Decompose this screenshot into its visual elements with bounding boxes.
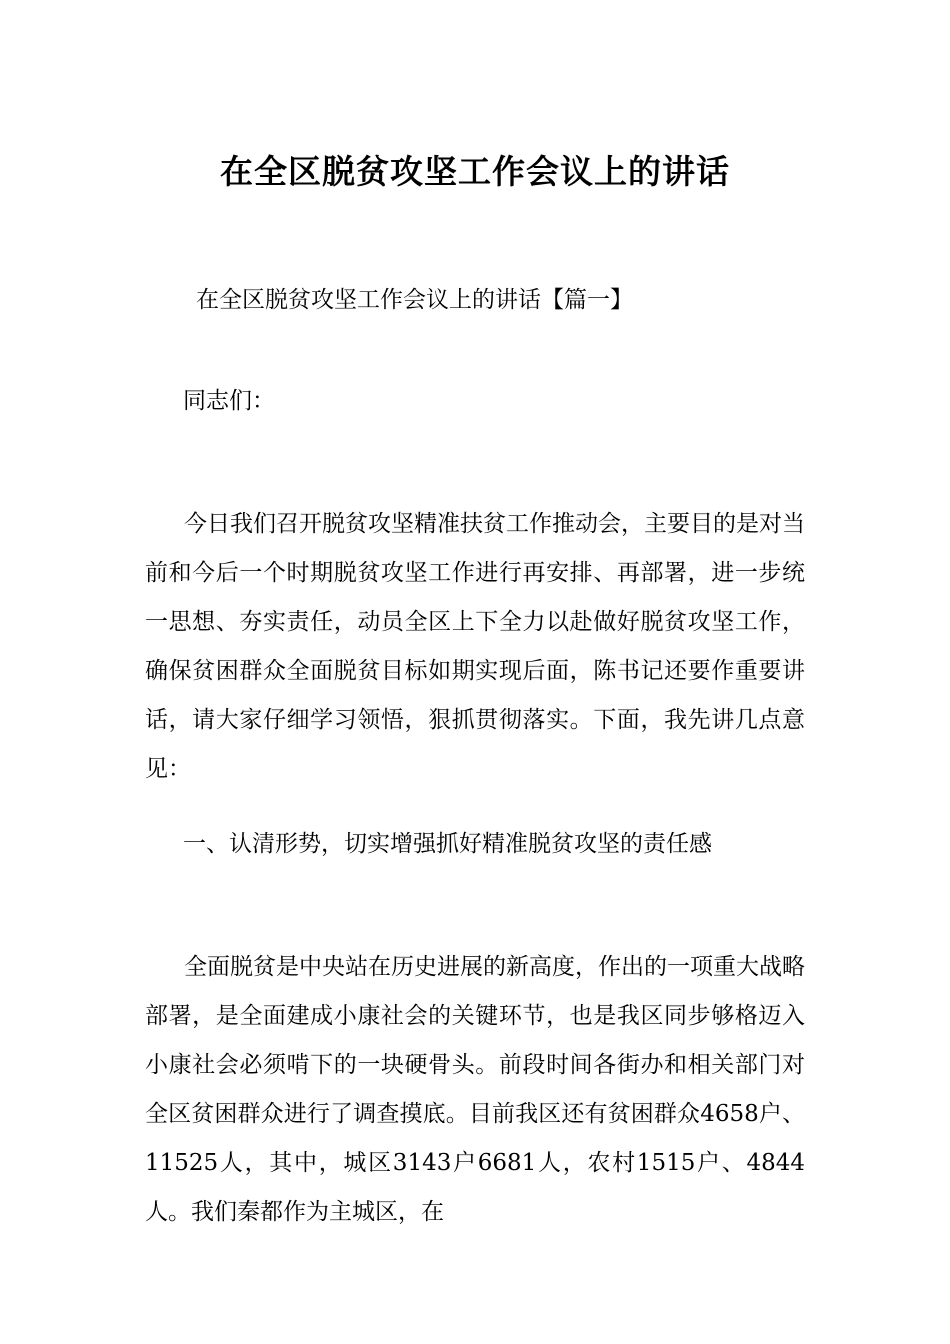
paragraph-intro: 今日我们召开脱贫攻坚精准扶贫工作推动会，主要目的是对当前和今后一个时期脱贫攻坚工作进行再安排、再部署，进一步统一思想、夯实责任，动员全区上下全力以赴做好脱贫攻坚工作，确保贫困群众全面脱贫目标如期实现后面，陈书记还要作重要讲话，请大家仔细学习领悟，狠抓贯彻落实。下面，我先讲几点意见： xyxy=(145,511,805,782)
document-title: 在全区脱贫攻坚工作会议上的讲话 xyxy=(220,152,730,192)
document-subtitle: 在全区脱贫攻坚工作会议上的讲话【篇一】 xyxy=(196,287,633,313)
section-heading: 一、认清形势，切实增强抓好精准脱贫攻坚的责任感 xyxy=(183,831,712,857)
salutation: 同志们： xyxy=(183,388,275,414)
paragraph-body: 全面脱贫是中央站在历史进展的新高度，作出的一项重大战略部署，是全面建成小康社会的关键环节，也是我区同步够格迈入小康社会必须啃下的一块硬骨头。前段时间各街办和相关部门对全区贫困群众进行了调查摸底。目前我区还有贫困群众4658户、11525人，其中，城区3143户6681人，农村1515户、4844人。我们秦都作为主城区，在 xyxy=(145,954,805,1225)
